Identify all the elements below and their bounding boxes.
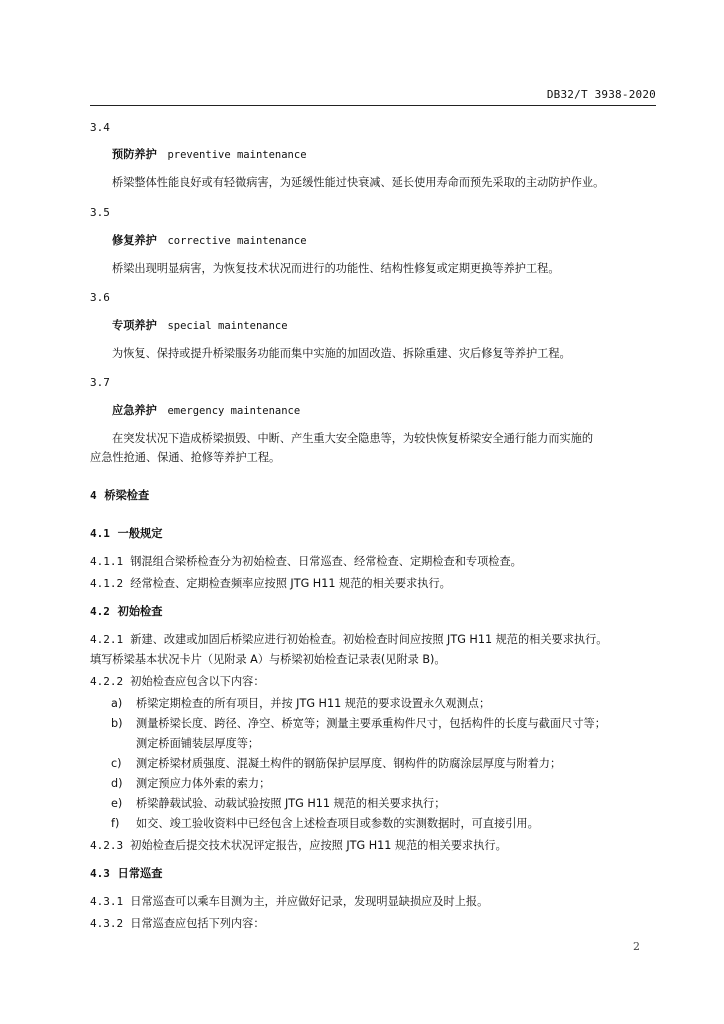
clause-number: 3.4 [90,121,110,134]
term-definition-cont: 应急性抢通、保通、抢修等养护工程。 [90,451,281,464]
clause-number: 3.7 [90,376,110,389]
term-zh: 专项养护 [112,319,157,332]
term-definition: 为恢复、保持或提升桥梁服务功能而集中实施的加固改造、拆除重建、灾后修复等养护工程。 [112,347,571,360]
clause-paragraph: 4.1.2 经常检查、定期检查频率应按照 JTG H11 规范的相关要求执行。 [90,577,451,590]
section-heading: 4.3 日常巡查 [90,867,163,880]
list-item-marker: d) [111,777,123,790]
list-item-marker: c) [111,757,122,770]
term-en: emergency maintenance [167,405,301,417]
section-heading: 4.2 初始检查 [90,605,163,618]
list-item: 桥梁静载试验、动载试验按照 JTG H11 规范的相关要求执行； [136,797,446,810]
clause-paragraph: 4.3.2 日常巡查应包括下列内容： [90,917,265,930]
term-entry [112,319,288,333]
list-item-marker: a) [111,697,123,710]
term-definition: 桥梁整体性能良好或有轻微病害，为延缓性能过快衰减、延长使用寿命而预先采取的主动防护作业。 [112,176,605,189]
clause-paragraph: 4.1.1 钢混组合梁桥检查分为初始检查、日常巡查、经常检查、定期检查和专项检查。 [90,555,522,568]
term-en: corrective maintenance [167,235,307,247]
clause-number: 3.6 [90,291,110,304]
list-item: 如交、竣工验收资料中已经包含上述检查项目或参数的实测数据时，可直接引用。 [136,817,539,830]
list-item: 测定桥梁材质强度、混凝土构件的钢筋保护层厚度、钢构件的防腐涂层厚度与附着力； [136,757,562,770]
term-zh: 预防养护 [112,148,157,161]
term-zh: 修复养护 [112,234,157,247]
clause-number: 3.5 [90,206,110,219]
list-item-marker: f) [111,817,120,830]
clause-paragraph: 4.2.3 初始检查后提交技术状况评定报告，应按照 JTG H11 规范的相关要求执行。 [90,839,507,852]
list-item: 桥梁定期检查的所有项目，并按 JTG H11 规范的要求设置永久观测点； [136,697,491,710]
clause-paragraph-cont: 填写桥梁基本状况卡片（见附录 A）与桥梁初始检查记录表(见附录 B)。 [90,653,446,666]
standard-code: DB32/T 3938-2020 [546,88,656,101]
list-item: 测定预应力体外索的索力； [136,777,271,790]
term-en: preventive maintenance [167,149,307,161]
term-definition: 在突发状况下造成桥梁损毁、中断、产生重大安全隐患等，为较快恢复桥梁安全通行能力而实施的 [112,432,594,445]
list-item: 测量桥梁长度、跨径、净空、桥宽等；测量主要承重构件尺寸，包括构件的长度与截面尺寸等； [136,717,606,730]
term-entry [112,148,307,162]
chapter-heading: 4 桥梁检查 [90,489,150,502]
list-item-cont: 测定桥面铺装层厚度等； [136,737,260,750]
clause-paragraph: 4.2.2 初始检查应包含以下内容： [90,675,265,688]
clause-paragraph: 4.3.1 日常巡查可以乘车目测为主，并应做好记录，发现明显缺损应及时上报。 [90,895,489,908]
term-entry [112,234,307,248]
clause-paragraph: 4.2.1 新建、改建或加固后桥梁应进行初始检查。初始检查时间应按照 JTG H11 规范的相关要求执行。 [90,633,608,646]
term-entry [112,404,300,418]
list-item-marker: b) [111,717,123,730]
term-definition: 桥梁出现明显病害，为恢复技术状况而进行的功能性、结构性修复或定期更换等养护工程。 [112,262,560,275]
page-number: 2 [633,940,640,953]
section-heading: 4.1 一般规定 [90,527,163,540]
term-zh: 应急养护 [112,404,157,417]
header-divider [90,105,656,106]
term-en: special maintenance [167,320,288,332]
list-item-marker: e) [111,797,123,810]
